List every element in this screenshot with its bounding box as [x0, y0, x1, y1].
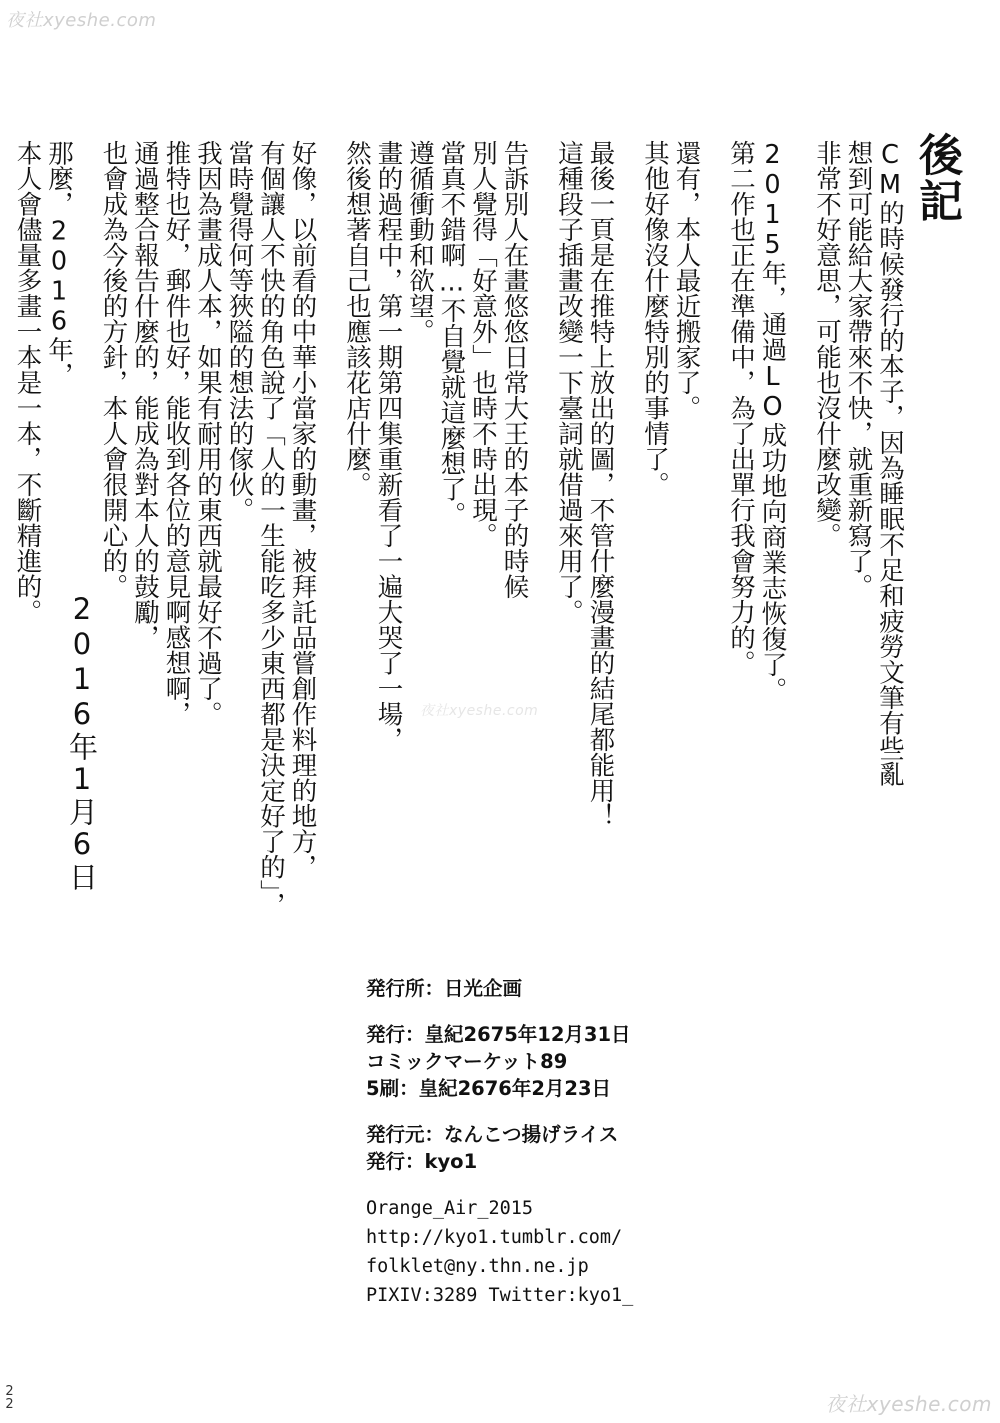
colophon	[366, 975, 633, 1310]
afterword-title: 後記	[911, 132, 962, 224]
event-line: コミックマーケット89	[366, 1050, 568, 1073]
afterword-line: CM的時候發行的本子，因為睡眠不足和疲勞文筆有些亂	[875, 140, 905, 787]
afterword-line: 那麼，2016年，	[44, 140, 74, 388]
afterword-line: 然後想著自己也應該花店什麼。	[342, 140, 372, 497]
afterword-line: 當時覺得何等狹隘的想法的傢伙。	[224, 140, 255, 523]
afterword-line: 有個讓人不快的角色說了「人的一生能吃多少東西都是決定好了的」，	[256, 140, 286, 918]
afterword-line: 想到可能給大家帶來不快，就重新寫了。	[843, 140, 874, 599]
afterword-paragraph	[341, 140, 530, 930]
afterword-line: 也會成為今後的方針，本人會很開心的。	[98, 140, 129, 599]
afterword-line: 推特也好，郵件也好，能收到各位的意見啊感想啊，	[161, 140, 192, 727]
afterword-line: 這種段子插畫改變一下臺詞就借過來用了。	[554, 140, 584, 625]
afterword-date: 2016年1月6日	[65, 592, 99, 892]
afterword-line: 最後一頁是在推特上放出的圖，不管什麼漫畫的結尾都能用！	[585, 140, 616, 829]
afterword-line: 還有，本人最近搬家了。	[671, 140, 702, 421]
author-line: 発行：kyo1	[366, 1150, 478, 1173]
afterword-paragraph	[811, 140, 906, 930]
afterword-line: 好像，以前看的中華小當家的動畫，被拜託品嘗創作料理的地方，	[287, 140, 318, 880]
afterword-paragraph	[553, 140, 616, 930]
afterword-line: 畫的過程中，第一期第四集重新看了一遍大哭了一場，	[373, 140, 404, 752]
watermark-bottom: 夜社xyeshe.com	[825, 1392, 992, 1416]
afterword-line: 通過整合報告什麼的，能成為對本人的鼓勵，	[130, 140, 160, 650]
page-number: 22	[2, 1384, 17, 1410]
afterword-line: 其他好像沒什麼特別的事情了。	[640, 140, 670, 497]
afterword-paragraph	[725, 140, 788, 930]
website-link[interactable]: http://kyo1.tumblr.com/	[366, 1227, 623, 1248]
afterword-line: 本人會儘量多畫一本是一本，不斷精進的。	[12, 140, 43, 625]
afterword-body	[11, 140, 905, 930]
afterword-line: 我因為畫成人本，如果有耐用的東西就最好不過了。	[193, 140, 223, 727]
afterword-line: 2015年，通過LO成功地向商業志恢復了。	[757, 140, 788, 703]
watermark-top: 夜社xyeshe.com	[6, 10, 157, 31]
afterword-line: 非常不好意思，可能也沒什麼改變。	[812, 140, 842, 548]
afterword-paragraph	[639, 140, 702, 930]
afterword-line: 當真不錯啊…不自覺就這麼想了。	[436, 140, 467, 527]
social-accounts-line: PIXIV:3289 Twitter:kyo1_	[366, 1285, 634, 1306]
issue-date-line: 発行：皇紀2675年12月31日	[366, 1023, 631, 1046]
afterword-paragraph	[97, 140, 318, 930]
printing-line: 5刷：皇紀2676年2月23日	[366, 1077, 612, 1100]
afterword-line: 遵循衝動和欲望。	[405, 140, 435, 344]
project-line: Orange_Air_2015	[366, 1198, 534, 1219]
circle-line: 発行元：なんこつ揚げライス	[366, 1123, 619, 1146]
afterword-line: 別人覺得「好意外」也時不時出現。	[468, 140, 498, 548]
email-link[interactable]: folklet@ny.thn.ne.jp	[366, 1256, 589, 1277]
afterword-line: 第二作也正在準備中，為了出單行我會努力的。	[726, 140, 756, 676]
afterword-line: 告訴別人在畫悠悠日常大王的本子的時候	[499, 140, 530, 599]
publisher-line: 発行所：日光企画	[366, 977, 523, 1000]
watermark-middle: 夜社xyeshe.com	[420, 703, 539, 719]
